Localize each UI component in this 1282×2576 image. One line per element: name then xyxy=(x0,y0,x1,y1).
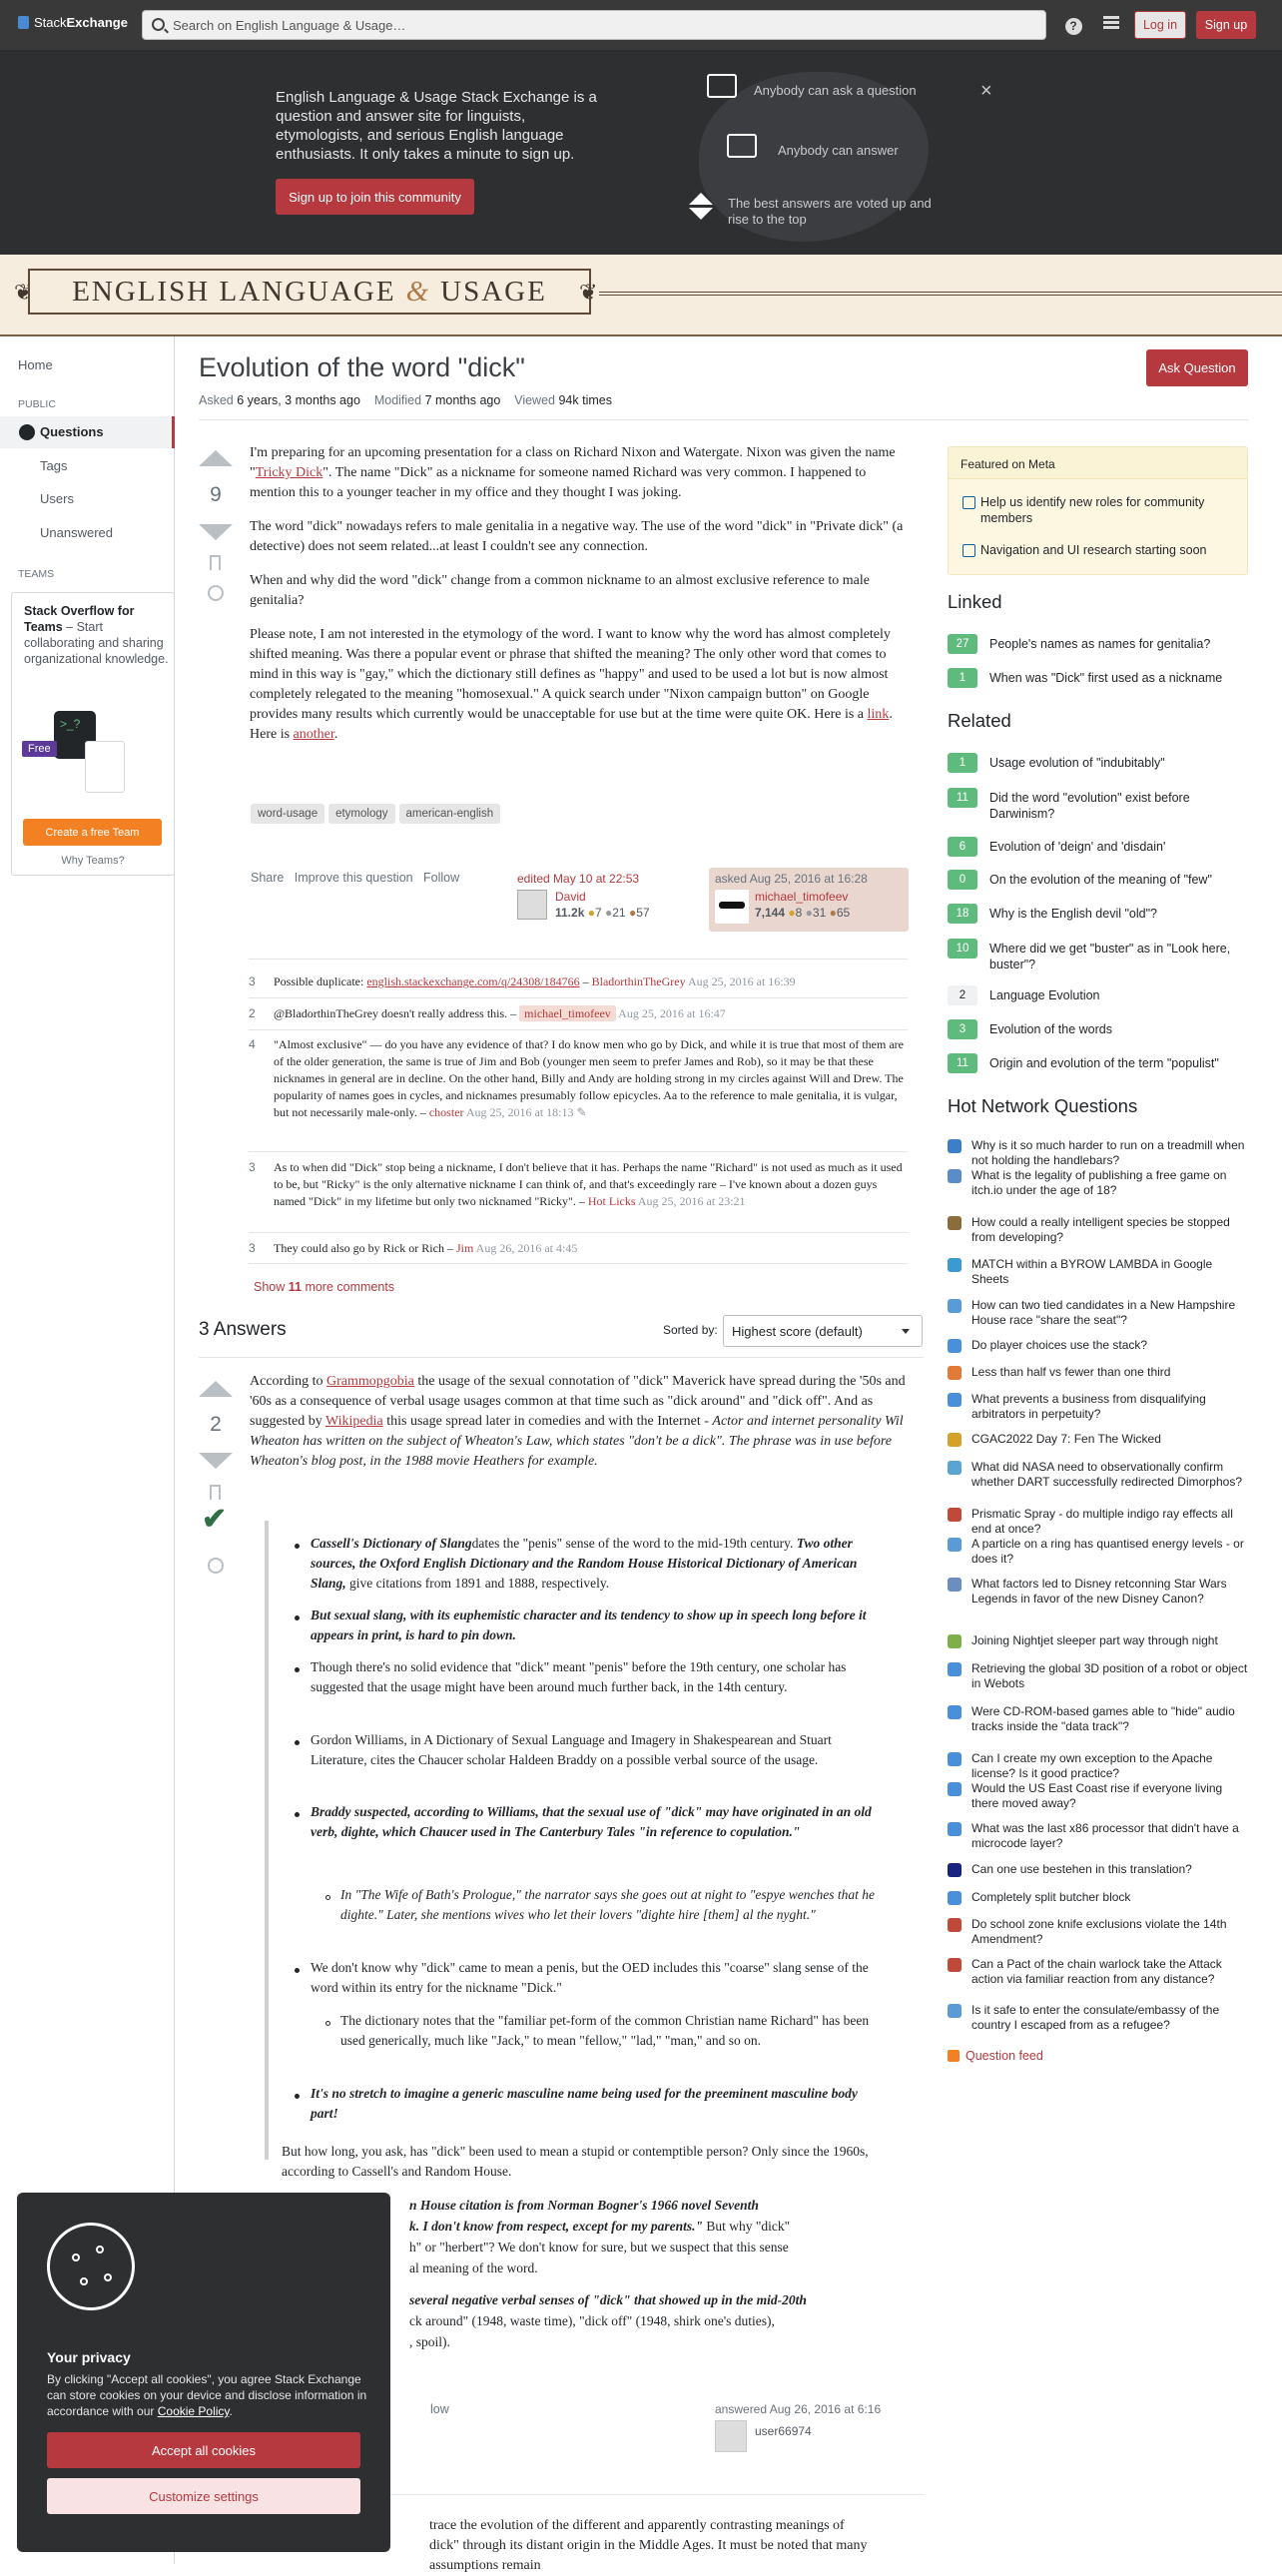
question-title[interactable]: Evolution of the word "dick" xyxy=(199,352,525,382)
search-input[interactable]: Search on English Language & Usage… xyxy=(142,10,1046,40)
site-icon xyxy=(948,1393,962,1407)
teams-promo xyxy=(11,592,175,876)
site-icon xyxy=(948,1918,962,1932)
site-icon xyxy=(948,1752,962,1766)
site-icon xyxy=(948,1662,962,1676)
hero-description: English Language & Usage Stack Exchange is a question and answer site for linguists, etymologists, and serious English language enthusiasts. It only takes a minute to sign up. xyxy=(276,89,597,163)
question-paragraph: When and why did the word "dick" change from a common nickname to an almost exclusive reference to male genitalia? xyxy=(250,573,870,608)
login-button[interactable]: Log in xyxy=(1134,11,1186,39)
asker-card xyxy=(709,868,909,932)
related-title: Related xyxy=(948,710,1011,731)
site-icon xyxy=(948,1339,962,1353)
hot-network-title: Hot Network Questions xyxy=(948,1095,1138,1116)
downvote-button[interactable] xyxy=(199,524,233,540)
ask-question-button[interactable]: Ask Question xyxy=(1146,349,1248,386)
downvote-button[interactable] xyxy=(199,1453,233,1469)
history-icon[interactable] xyxy=(208,1558,224,1574)
site-icon xyxy=(948,2004,962,2018)
nav-questions[interactable]: Questions xyxy=(40,424,104,439)
question-tags xyxy=(251,804,504,824)
comment-link[interactable]: english.stackexchange.com/q/24308/184766 xyxy=(366,974,580,988)
quote-item: Cassell's Dictionary of Slangdates the "penis" sense of the word to the mid-19th century. Two other sources, the Oxford English Dictionary and the Random House Historical Dictionary of American Slang, give citations from 1891 and 1888, respectively. xyxy=(311,1536,858,1591)
another-link[interactable]: another xyxy=(293,727,334,742)
site-icon xyxy=(948,1299,962,1313)
featured-on-meta-title: Featured on Meta xyxy=(949,447,1247,479)
linked-title: Linked xyxy=(948,591,1002,612)
answers-count: 3 Answers xyxy=(199,1319,287,1340)
divider xyxy=(199,1357,924,1358)
site-icon xyxy=(948,1433,962,1447)
comment-user[interactable]: BladorthinTheGrey xyxy=(591,974,686,988)
site-icon xyxy=(948,1822,962,1836)
follow-link[interactable]: low xyxy=(430,2402,449,2416)
question-vote-count: 9 xyxy=(210,483,222,506)
vote-down-icon xyxy=(689,208,713,220)
answered-time: answered Aug 26, 2016 at 6:16 xyxy=(715,2402,882,2416)
bookmark-icon[interactable] xyxy=(210,555,221,570)
top-bar xyxy=(0,0,1282,50)
avatar[interactable] xyxy=(715,890,749,924)
question-feed-link[interactable]: Question feed xyxy=(948,2049,1043,2063)
bookmark-icon[interactable] xyxy=(210,1485,221,1500)
avatar[interactable] xyxy=(517,890,547,920)
banner-rule xyxy=(599,292,1282,296)
upvote-button[interactable] xyxy=(199,450,233,466)
asker-name[interactable]: michael_timofeev xyxy=(755,890,849,904)
editor-reputation: 11.2k ●7 ●21 ●57 xyxy=(555,906,650,920)
site-icon xyxy=(948,1216,962,1230)
site-icon xyxy=(948,1958,962,1972)
nav-tags[interactable]: Tags xyxy=(40,458,68,473)
site-icon xyxy=(948,1508,962,1522)
answer-2-body: trace the evolution of the different and apparently contrasting meanings of dick" through its distant origin in the Middle Ages. It must be noted that many assumptions remain xyxy=(429,2518,868,2573)
comment-user[interactable]: Jim xyxy=(455,1241,474,1255)
site-icon xyxy=(948,1169,962,1183)
meta-item[interactable]: Help us identify new roles for community members xyxy=(962,494,1232,526)
globe-icon xyxy=(19,424,35,440)
nav-home[interactable]: Home xyxy=(18,357,53,372)
quote-item: It's no stretch to imagine a generic masculine name being used for the preeminent masculine body part! xyxy=(311,2086,858,2121)
tag[interactable]: etymology xyxy=(328,804,394,824)
nav-section-teams: TEAMS xyxy=(18,568,55,580)
question-paragraph: I'm preparing for an upcoming presentation for a class on Richard Nixon and Watergate. Nixon was given the name "Tricky Dick". The name "Dick" as a nickname for someone named Richard was very common. I happened to mention this to a younger teacher in my office and they thought I was joking. xyxy=(250,445,896,500)
quote-item: Gordon Williams, in A Dictionary of Sexual Language and Imagery in Shakespearean and Stuart Literature, cites the Chaucer scholar Haldeen Braddy on a possible verbal source of the usage. xyxy=(311,1732,832,1767)
terminal-illustration: >_? xyxy=(54,711,96,759)
question-meta: Asked 6 years, 3 months ago Modified 7 months ago Viewed 94k times xyxy=(199,393,612,407)
document-illustration xyxy=(85,741,125,793)
site-icon xyxy=(948,1782,962,1796)
site-icon xyxy=(948,1634,962,1648)
ornament-icon: ❦ xyxy=(14,280,33,305)
create-team-button[interactable]: Create a free Team xyxy=(23,819,162,846)
accept-cookies-button[interactable]: Accept all cookies xyxy=(47,2432,360,2468)
hero-item-answer: Anybody can answer xyxy=(778,143,899,158)
show-more-comments-link[interactable]: Show 11 more comments xyxy=(254,1280,395,1294)
ask-question-icon xyxy=(707,74,737,98)
join-community-button[interactable]: Sign up to join this community xyxy=(276,179,474,215)
ornament-icon: ❦ xyxy=(579,280,598,305)
answer-vote-count: 2 xyxy=(210,1413,222,1436)
signup-hero xyxy=(0,50,1282,255)
tag[interactable]: word-usage xyxy=(251,804,324,824)
question-paragraph: Please note, I am not interested in the etymology of the word. I want to know why the word has almost completely shifted meaning. Was there a popular event or phrase that shifted the meaning? The only other word that comes to mind in this way is "gay," which the dictionary still defines as "happy" and used to be used a lot but is now almost completely relegated to the meaning "homosexual." A quick search under "Nixon campaign button" on Google provides many results which currently would be unacceptable for use but at the time were quite OK. Here is a link. Here is another. xyxy=(250,627,893,742)
asker-reputation: 7,144 ●8 ●31 ●65 xyxy=(755,906,851,920)
stackexchange-logo[interactable]: Stack Exchange xyxy=(18,15,128,30)
cookie-policy-link[interactable]: Cookie Policy xyxy=(157,2404,230,2418)
quote-paragraph: But how long, you ask, has "dick" been used to mean a stupid or contemptible person? Only since the 1960s, according to Cassell's and Random House. xyxy=(282,2144,869,2179)
divider xyxy=(199,419,1249,420)
answer-intro: According to Grammopgobia the usage of the sexual connotation of "dick" Maverick have spread during the '50s and '60s as a consequence of verbal usage usages common at that time such as "dick around" and "dick off". And as suggested by Wikipedia this usage spread later in comedies and with the Internet - Actor and internet personality Wil Wheaton has written on the subject of Wheaton's Law, which states "don't be a dick". The phrase was in use before Wheaton's blog post, in the 1988 movie Heathers for example. xyxy=(250,1374,906,1469)
hero-item-ask: Anybody can ask a question xyxy=(754,83,917,98)
grammophobia-link[interactable]: Grammopgobia xyxy=(325,1374,414,1389)
site-icon xyxy=(948,1578,962,1592)
featured-on-meta xyxy=(948,446,1248,575)
accepted-check-icon: ✔ xyxy=(202,1503,228,1536)
glasses-icon xyxy=(719,902,745,909)
site-icon xyxy=(948,1705,962,1719)
close-icon[interactable]: × xyxy=(980,80,992,102)
avatar[interactable] xyxy=(715,2420,747,2452)
comment-user[interactable]: Hot Licks xyxy=(587,1194,636,1208)
quote-paragraph: n House citation is from Norman Bogner's 1966 novel Seventh k. I don't know from respect, except for my parents." But why "dick" h" or "herbert"? We don't know for sure, but we suspect that this sense al meaning of the word. xyxy=(409,2198,791,2275)
wikipedia-link[interactable]: Wikipedia xyxy=(324,1414,383,1429)
divider xyxy=(249,959,908,960)
cookie-icon xyxy=(47,2223,135,2310)
quote-item: We don't know why "dick" came to mean a penis, but the OED includes this "coarse" slang sense of the word within its entry for the nickname "Dick." xyxy=(311,1960,869,1995)
nav-section-public: PUBLIC xyxy=(18,398,56,410)
search-icon xyxy=(152,18,165,31)
nav-users[interactable]: Users xyxy=(40,491,74,506)
site-icon xyxy=(948,1891,962,1905)
site-icon xyxy=(948,1863,962,1877)
customize-cookies-button[interactable]: Customize settings xyxy=(47,2478,360,2514)
cookie-consent xyxy=(17,2193,390,2552)
question-paragraph: The word "dick" nowadays refers to male genitalia in a negative way. The use of the word "dick" in "Private dick" (a detective) does not seem related...at least I couldn't see any connection. xyxy=(250,519,904,554)
site-icon xyxy=(948,1538,962,1552)
quote-item: Though there's no solid evidence that "dick" meant "penis" before the 19th century, one scholar has suggested that the usage might have been around much further back, in the 14th century. xyxy=(311,1659,847,1694)
quote-subitem: In "The Wife of Bath's Prologue," the narrator says she goes out at night to "espye wenches that he dighte." Later, she mentions wives who let their lovers "dighte hire [them] al the nyght." xyxy=(340,1887,875,1922)
quote-subitem: The dictionary notes that the "familiar pet-form of the common Christian name Richard" has been used generically, much like "Jack," to mean "fellow," "lad," "man," and so on. xyxy=(340,2013,870,2048)
meta-item[interactable]: Navigation and UI research starting soon xyxy=(962,542,1232,558)
upvote-button[interactable] xyxy=(199,1381,233,1397)
comment-user[interactable]: michael_timofeev xyxy=(519,1005,616,1021)
sort-label: Sorted by: xyxy=(663,1323,718,1337)
signup-button[interactable]: Sign up xyxy=(1196,11,1256,39)
site-icon xyxy=(948,1258,962,1272)
asked-time: asked Aug 25, 2016 at 16:28 xyxy=(715,872,868,886)
editor-card xyxy=(511,868,701,932)
hero-item-vote: The best answers are voted up and rise to the top xyxy=(728,196,932,227)
site-switcher-icon[interactable] xyxy=(1101,15,1121,35)
comment-user[interactable]: choster xyxy=(428,1105,464,1119)
vote-up-icon xyxy=(689,193,713,205)
cookie-title: Your privacy xyxy=(47,2349,131,2365)
question-body xyxy=(250,443,909,759)
site-banner xyxy=(0,255,1282,336)
why-teams-link[interactable]: Why Teams? xyxy=(61,855,125,867)
history-icon[interactable] xyxy=(208,585,224,601)
quote-item: But sexual slang, with its euphemistic character and its tendency to show up in speech long before it appears in print, is hard to pin down. xyxy=(311,1608,867,1642)
site-icon xyxy=(948,1461,962,1475)
help-icon[interactable]: ? xyxy=(1063,15,1083,35)
tag[interactable]: american-english xyxy=(399,804,501,824)
teams-promo-text: Stack Overflow for Teams – Start collaborating and sharing organizational knowledge. xyxy=(24,604,169,666)
free-badge: Free xyxy=(22,741,57,757)
sort-select[interactable]: Highest score (default) xyxy=(723,1315,923,1347)
site-icon xyxy=(948,1139,962,1153)
post-actions xyxy=(251,871,459,885)
answer-icon xyxy=(727,134,757,158)
tricky-dick-link[interactable]: Tricky Dick xyxy=(255,465,323,480)
stackexchange-icon xyxy=(18,16,29,29)
quote-item: Braddy suspected, according to Williams, that the sexual use of "dick" may have originated in an old verb, dighte, which Chaucer used in The Canterbury Tales "in reference to copulation." xyxy=(311,1804,872,1839)
quote-paragraph: several negative verbal senses of "dick" that showed up in the mid-20th ck around" (1948, waste time), "dick off" (1948, shirk one's duties), , spoil). xyxy=(409,2292,807,2349)
improve-question-link[interactable]: Improve this question xyxy=(294,871,413,885)
site-logo[interactable]: ENGLISH LANGUAGE & USAGE xyxy=(28,269,591,315)
link-link[interactable]: link xyxy=(867,707,890,722)
edited-time[interactable]: edited May 10 at 22:53 xyxy=(517,872,640,886)
edit-icon: ✎ xyxy=(576,1105,587,1119)
editor-name[interactable]: David xyxy=(555,890,586,904)
nav-unanswered[interactable]: Unanswered xyxy=(40,525,113,540)
site-icon xyxy=(948,1366,962,1380)
cookie-text: By clicking "Accept all cookies", you agree Stack Exchange can store cookies on your device and disclose information in accordance with our Cookie Policy. xyxy=(47,2372,367,2418)
answerer-name[interactable]: user66974 xyxy=(755,2424,812,2438)
follow-link[interactable]: Follow xyxy=(423,871,460,885)
share-link[interactable]: Share xyxy=(251,871,285,885)
